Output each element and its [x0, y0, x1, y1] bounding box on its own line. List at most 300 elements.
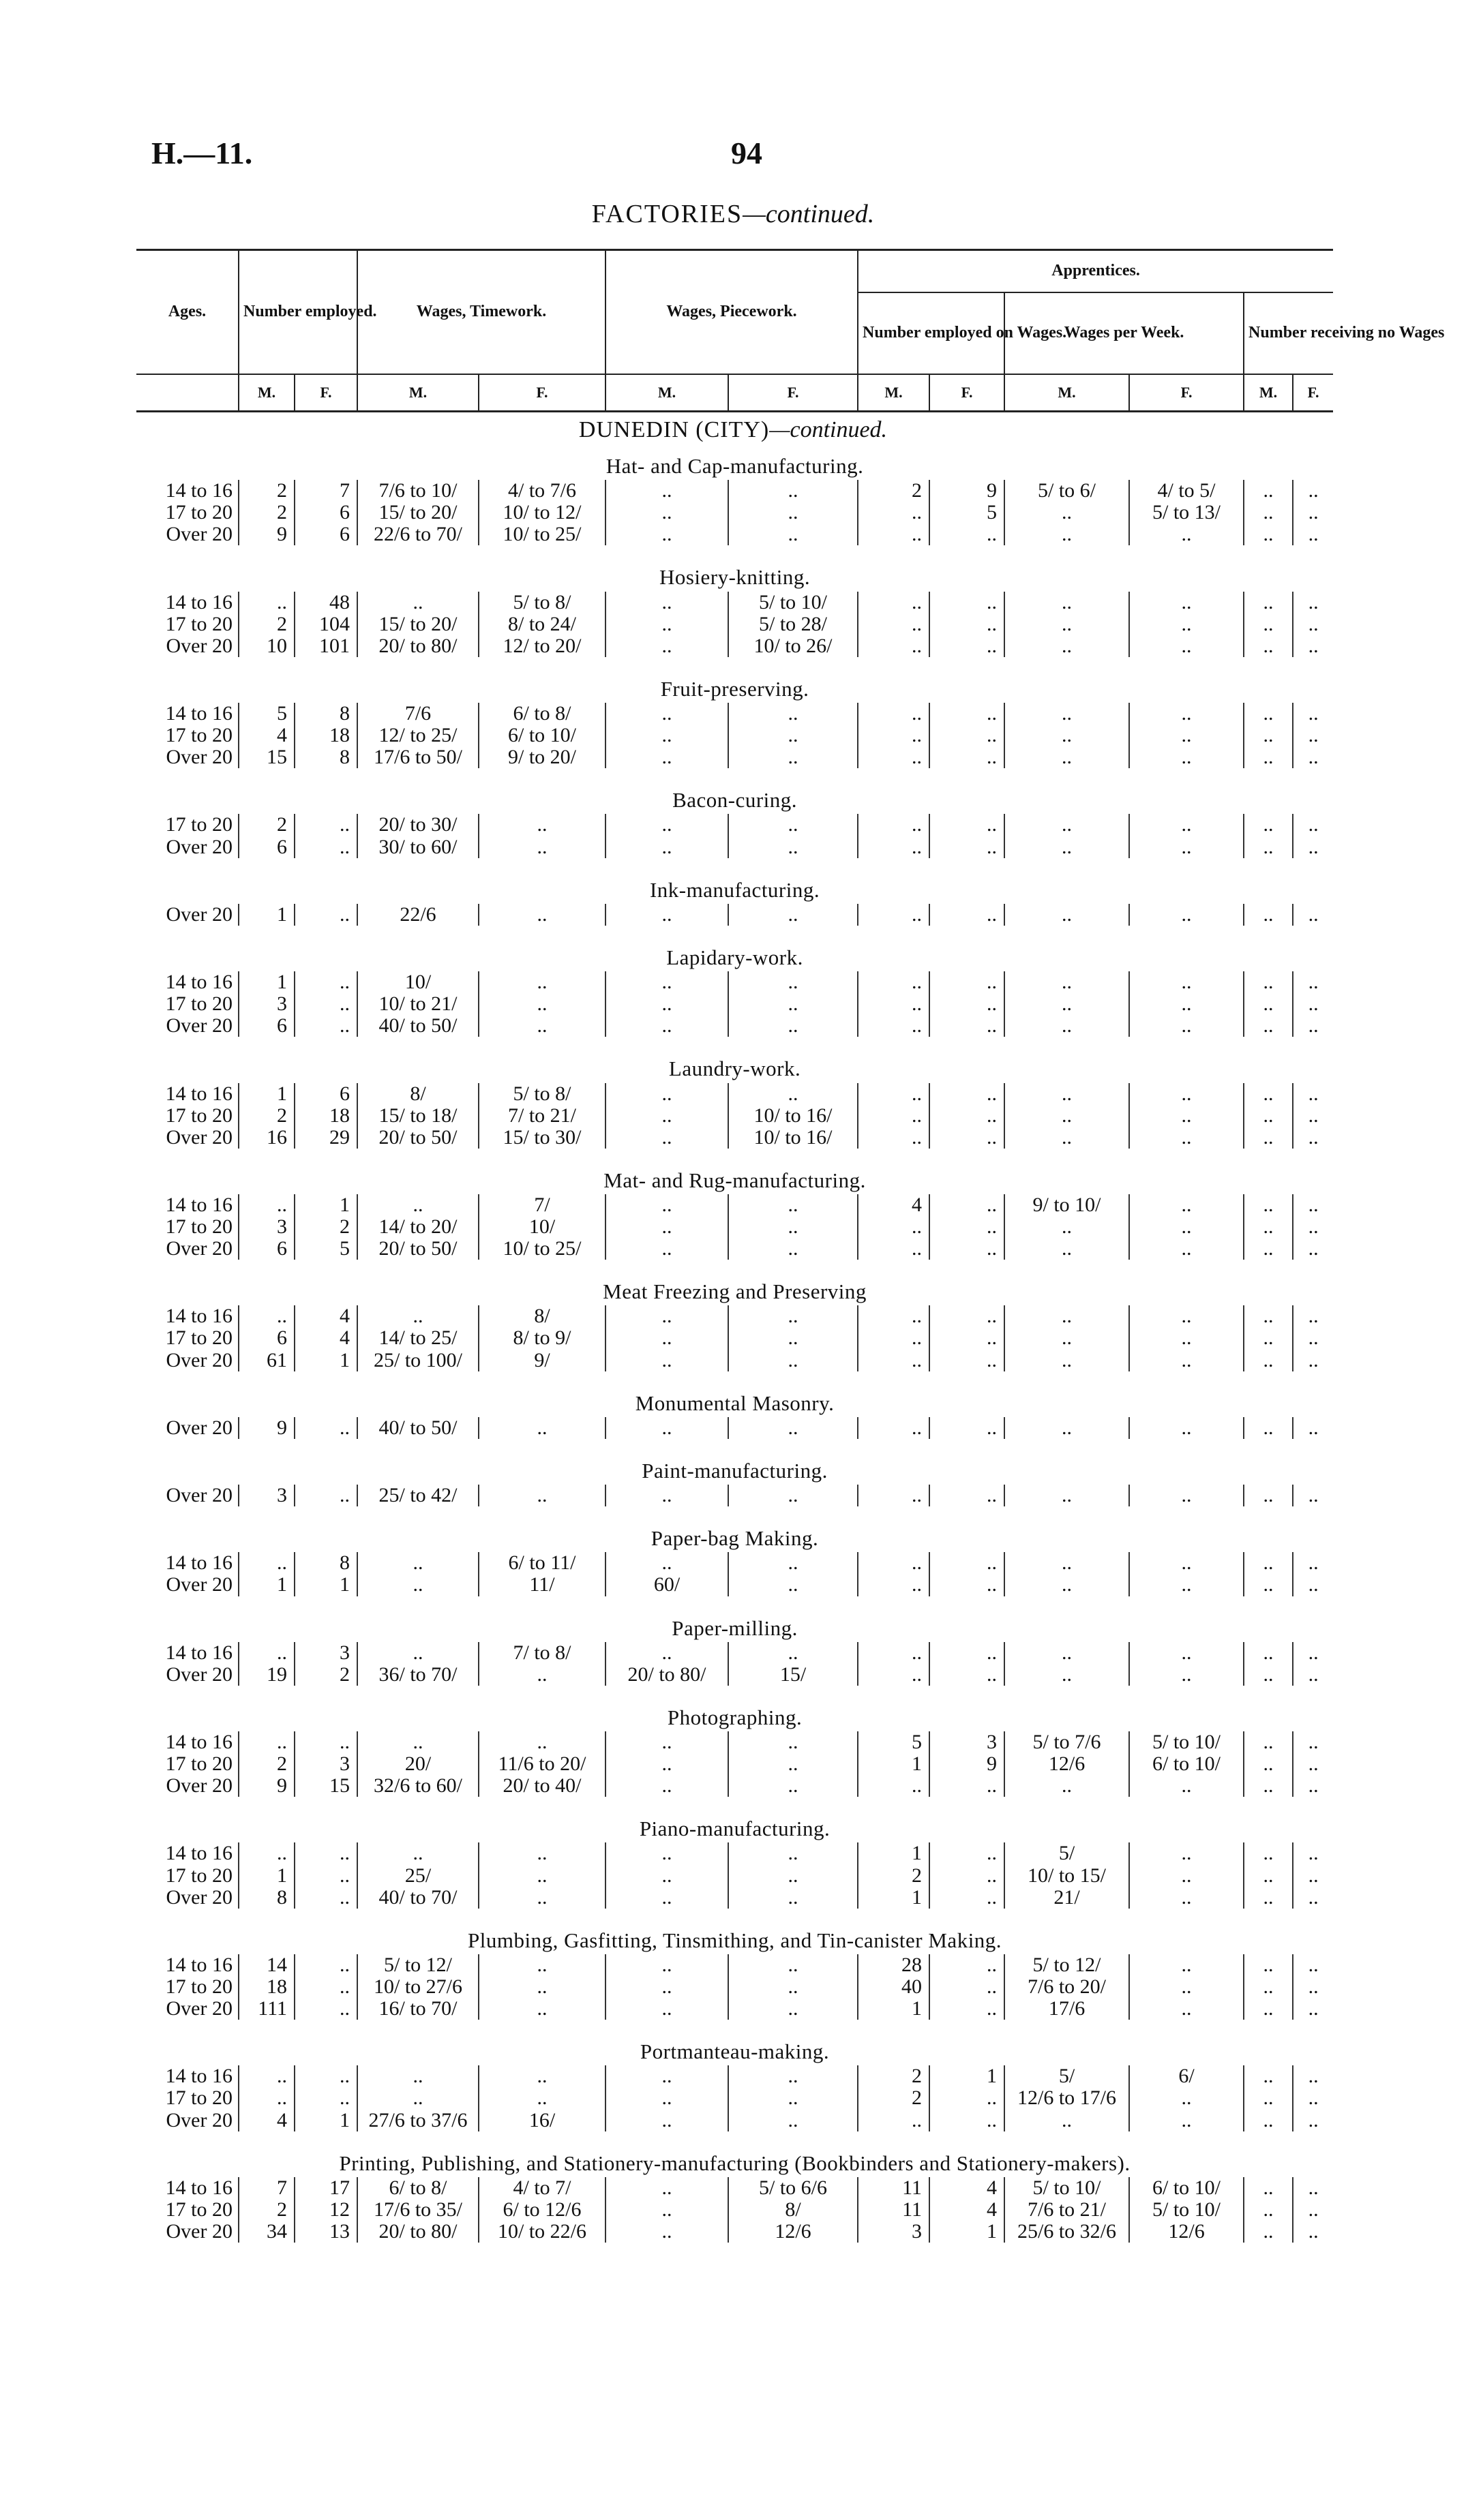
table-cell: 21/ [1004, 1887, 1129, 1909]
table-cell: .. [357, 1642, 479, 1664]
table-cell: 48 [295, 592, 357, 613]
table-row [136, 1015, 1333, 1037]
table-cell: 14 [239, 1954, 295, 1976]
table-cell: 17 [295, 2177, 357, 2199]
table-cell: 7/ to 21/ [479, 1105, 605, 1127]
table-cell: .. [605, 2087, 728, 2109]
age-cell: 17 to 20 [165, 992, 233, 1016]
factories-wages-table [136, 249, 1445, 2243]
table-cell: 25/ to 42/ [357, 1485, 479, 1506]
table-cell: 4 [295, 1305, 357, 1327]
table-cell: .. [929, 1887, 1004, 1909]
section-title: Mat- and Rug-manufacturing. [603, 1168, 866, 1192]
section-heading-row [136, 768, 1333, 814]
table-cell: 10/ to 25/ [479, 523, 605, 545]
table-cell: .. [1244, 1887, 1293, 1909]
table-cell: .. [728, 1753, 858, 1775]
table-cell: .. [728, 2110, 858, 2131]
table-cell: 7 [239, 2177, 295, 2199]
place-name: DUNEDIN (CITY) [578, 417, 770, 442]
table-cell: .. [929, 523, 1004, 545]
table-cell: .. [1129, 2110, 1244, 2131]
table-cell: .. [605, 1194, 728, 1216]
section-title: Monumental Masonry. [635, 1391, 835, 1415]
age-cell: 17 to 20 [165, 612, 233, 635]
table-cell: 11/ [479, 1574, 605, 1596]
table-cell: .. [1244, 1664, 1293, 1686]
page-title [0, 199, 1466, 229]
table-cell: .. [1293, 836, 1333, 858]
table-cell: .. [1244, 1842, 1293, 1864]
table-cell: 22/6 [357, 904, 479, 926]
table-cell: 5/ to 8/ [479, 1083, 605, 1105]
table-cell: 1 [239, 1574, 295, 1596]
table-cell: .. [1129, 993, 1244, 1015]
table-cell: 10/ [479, 1216, 605, 1238]
table-cell: .. [1129, 635, 1244, 657]
table-cell: .. [605, 814, 728, 836]
age-cell: Over 20 [166, 1014, 233, 1037]
table-cell: 10 [239, 635, 295, 657]
table-cell: 11 [858, 2199, 929, 2221]
table-cell: .. [1004, 1305, 1129, 1327]
table-cell: .. [1129, 1842, 1244, 1864]
table-cell: 8/ [728, 2199, 858, 2221]
table-cell: 7/ to 8/ [479, 1642, 605, 1664]
place-title [0, 417, 1466, 443]
table-cell: 29 [295, 1127, 357, 1149]
table-cell: .. [929, 993, 1004, 1015]
table-cell: .. [929, 904, 1004, 926]
table-cell: 1 [239, 1865, 295, 1887]
section-heading-row [136, 1797, 1333, 1842]
table-cell: .. [1004, 814, 1129, 836]
col-m: M. [858, 374, 929, 412]
table-cell: 15 [239, 746, 295, 768]
table-row [136, 523, 1333, 545]
table-cell: .. [1293, 1574, 1333, 1596]
table-cell: .. [858, 814, 929, 836]
age-cell: 14 to 16 [165, 1193, 233, 1216]
table-cell: .. [858, 1105, 929, 1127]
table-cell: .. [728, 1842, 858, 1864]
table-cell: .. [929, 1485, 1004, 1506]
table-cell: 10/ to 21/ [357, 993, 479, 1015]
table-cell: 8 [239, 1887, 295, 1909]
table-cell: .. [728, 1865, 858, 1887]
table-cell: .. [1293, 971, 1333, 993]
table-cell: 104 [295, 613, 357, 635]
table-cell: .. [929, 1552, 1004, 1574]
table-cell: .. [1129, 592, 1244, 613]
table-cell: .. [1004, 993, 1129, 1015]
col-ages: Ages. [136, 250, 239, 375]
table-cell: .. [295, 1976, 357, 1998]
table-cell: .. [1129, 1976, 1244, 1998]
table-cell: 6/ to 11/ [479, 1552, 605, 1574]
table-cell: .. [295, 1998, 357, 2020]
table-cell: .. [1244, 1238, 1293, 1260]
table-cell: .. [1293, 2199, 1333, 2221]
table-row [136, 1574, 1333, 1596]
table-cell: .. [479, 971, 605, 993]
table-cell: .. [1004, 1015, 1129, 1037]
age-cell: 14 to 16 [165, 2176, 233, 2199]
table-cell: .. [1129, 971, 1244, 993]
table-cell: 4/ to 5/ [1129, 480, 1244, 502]
table-cell: .. [929, 2087, 1004, 2109]
table-row [136, 592, 1333, 613]
table-cell: .. [1129, 1327, 1244, 1349]
table-cell: .. [1129, 2087, 1244, 2109]
table-cell: 5/ to 10/ [1129, 2199, 1244, 2221]
table-cell: .. [1244, 613, 1293, 635]
table-cell: .. [728, 1775, 858, 1797]
table-row [136, 1127, 1333, 1149]
table-row [136, 1775, 1333, 1797]
table-cell: 7 [295, 480, 357, 502]
table-cell: 6 [239, 1327, 295, 1349]
table-cell: 14/ to 20/ [357, 1216, 479, 1238]
col-m: M. [605, 374, 728, 412]
table-cell: .. [1244, 2199, 1293, 2221]
table-cell: 4 [239, 725, 295, 746]
table-cell: 10/ to 22/6 [479, 2221, 605, 2243]
table-row [136, 635, 1333, 657]
table-cell: .. [858, 1305, 929, 1327]
table-cell: .. [1244, 523, 1293, 545]
col-apprentices-number: Number employed on Wages. [858, 292, 1004, 374]
table-cell: .. [1293, 2177, 1333, 2199]
table-cell: 12/6 [728, 2221, 858, 2243]
table-cell: .. [858, 971, 929, 993]
section-title: Photographing. [667, 1705, 803, 1729]
table-cell: 20/ to 50/ [357, 1238, 479, 1260]
table-cell: .. [1244, 1775, 1293, 1797]
table-cell: .. [728, 746, 858, 768]
table-cell: .. [239, 2087, 295, 2109]
table-cell: 12/ to 20/ [479, 635, 605, 657]
table-row [136, 1842, 1333, 1864]
age-cell: 17 to 20 [165, 1975, 233, 1998]
table-cell: 4 [239, 2110, 295, 2131]
table-cell: .. [1293, 1485, 1333, 1506]
table-cell: 1 [929, 2221, 1004, 2243]
table-cell: .. [357, 2087, 479, 2109]
table-cell: 40 [858, 1976, 929, 1998]
table-cell: 17/6 to 35/ [357, 2199, 479, 2221]
age-cell: Over 20 [166, 2219, 233, 2243]
table-row [136, 2087, 1333, 2109]
table-cell: .. [728, 502, 858, 523]
table-cell: 5/ to 6/ [1004, 480, 1129, 502]
table-cell: .. [1293, 2087, 1333, 2109]
table-cell: .. [858, 613, 929, 635]
table-cell: 1 [295, 1350, 357, 1371]
table-cell: 1 [239, 971, 295, 993]
section-heading-row [136, 1506, 1333, 1552]
section-title: Ink-manufacturing. [649, 877, 820, 902]
table-cell: .. [1293, 1083, 1333, 1105]
table-cell: .. [1244, 1216, 1293, 1238]
table-cell: .. [858, 1127, 929, 1149]
table-cell: 3 [858, 2221, 929, 2243]
age-cell: 17 to 20 [165, 813, 233, 836]
table-cell: .. [858, 1642, 929, 1664]
table-cell: .. [1244, 1976, 1293, 1998]
section-heading-row [136, 545, 1333, 591]
table-row [136, 1998, 1333, 2020]
table-cell: .. [1004, 1350, 1129, 1371]
table-cell: .. [357, 592, 479, 613]
table-cell: 61 [239, 1350, 295, 1371]
table-cell: .. [1244, 814, 1293, 836]
table-cell: .. [295, 814, 357, 836]
table-cell: .. [605, 1083, 728, 1105]
table-cell: .. [1293, 1552, 1333, 1574]
age-cell: Over 20 [166, 1774, 233, 1797]
table-row [136, 2177, 1333, 2199]
table-row [136, 1105, 1333, 1127]
section-heading-row [136, 1909, 1333, 1954]
table-cell: .. [605, 1976, 728, 1998]
table-cell: .. [479, 1417, 605, 1439]
section-title: Paper-bag Making. [650, 1526, 819, 1551]
age-cell: Over 20 [166, 1885, 233, 1909]
table-cell: .. [239, 2065, 295, 2087]
table-cell: 9/ to 10/ [1004, 1194, 1129, 1216]
table-cell: .. [728, 814, 858, 836]
table-cell: .. [728, 904, 858, 926]
table-cell: 7/6 [357, 703, 479, 725]
section-title: Meat Freezing and Preserving [603, 1279, 867, 1304]
table-cell: .. [239, 1731, 295, 1753]
table-cell: .. [605, 1305, 728, 1327]
table-row [136, 1194, 1333, 1216]
table-cell: .. [1129, 746, 1244, 768]
table-cell: .. [605, 746, 728, 768]
table-cell: 20/ [357, 1753, 479, 1775]
table-cell: 4/ to 7/6 [479, 480, 605, 502]
table-cell: .. [929, 1305, 1004, 1327]
table-cell: .. [1244, 2177, 1293, 2199]
section-title: Piano-manufacturing. [639, 1817, 831, 1841]
table-cell: 25/ [357, 1865, 479, 1887]
table-row [136, 836, 1333, 858]
table-cell: 19 [239, 1664, 295, 1686]
age-cell: 17 to 20 [165, 1104, 233, 1127]
table-cell: .. [929, 1015, 1004, 1037]
table-cell: 18 [239, 1976, 295, 1998]
table-cell: .. [929, 635, 1004, 657]
table-cell: .. [295, 1015, 357, 1037]
table-cell: 6 [239, 836, 295, 858]
table-cell: .. [858, 1216, 929, 1238]
table-cell: .. [929, 703, 1004, 725]
table-cell: .. [1004, 592, 1129, 613]
table-cell: .. [605, 1775, 728, 1797]
table-cell: .. [1129, 1954, 1244, 1976]
table-cell: 8/ to 9/ [479, 1327, 605, 1349]
table-cell: 6 [295, 1083, 357, 1105]
col-m: M. [1244, 374, 1293, 412]
table-cell: .. [929, 1417, 1004, 1439]
table-cell: .. [605, 1887, 728, 1909]
table-cell: .. [929, 1865, 1004, 1887]
table-cell: .. [1244, 2065, 1293, 2087]
table-cell: 5/ to 28/ [728, 613, 858, 635]
table-cell: .. [1293, 1015, 1333, 1037]
table-cell: .. [1244, 725, 1293, 746]
table-cell: .. [605, 1642, 728, 1664]
table-cell: 20/ to 40/ [479, 1775, 605, 1797]
table-cell: .. [1293, 703, 1333, 725]
table-cell: .. [605, 1731, 728, 1753]
table-cell: .. [1244, 2110, 1293, 2131]
table-cell: 6/ to 10/ [1129, 2177, 1244, 2199]
table-cell: .. [605, 2110, 728, 2131]
age-cell: 14 to 16 [165, 479, 233, 502]
table-row [136, 1731, 1333, 1753]
section-title: Paper-milling. [672, 1615, 798, 1640]
table-cell: 8 [295, 703, 357, 725]
table-cell: .. [1244, 2221, 1293, 2243]
table-cell: 5 [295, 1238, 357, 1260]
table-cell: .. [728, 725, 858, 746]
table-cell: .. [728, 1574, 858, 1596]
table-cell: 2 [295, 1664, 357, 1686]
table-cell: 25/6 to 32/6 [1004, 2221, 1129, 2243]
table-cell: .. [929, 592, 1004, 613]
table-cell: 1 [858, 1887, 929, 1909]
table-cell: .. [1004, 1552, 1129, 1574]
table-cell: 15/ to 20/ [357, 502, 479, 523]
table-cell: 10/ to 12/ [479, 502, 605, 523]
table-cell: 2 [295, 1216, 357, 1238]
table-cell: .. [728, 1194, 858, 1216]
section-title: Hat- and Cap-manufacturing. [605, 454, 864, 478]
table-cell: 3 [239, 1216, 295, 1238]
table-cell: .. [295, 2065, 357, 2087]
table-cell: .. [1244, 993, 1293, 1015]
section-heading-row [136, 1596, 1333, 1642]
table-cell: 18 [295, 725, 357, 746]
table-row [136, 1865, 1333, 1887]
table-row [136, 1976, 1333, 1998]
table-cell: 2 [239, 613, 295, 635]
age-cell: 14 to 16 [165, 1305, 233, 1328]
table-cell: .. [1293, 502, 1333, 523]
table-cell: .. [1293, 1842, 1333, 1864]
table-cell: .. [605, 703, 728, 725]
table-cell: .. [605, 1485, 728, 1506]
table-cell: .. [728, 1887, 858, 1909]
table-cell: .. [929, 1842, 1004, 1864]
table-cell: .. [295, 1417, 357, 1439]
section-heading-row [136, 1260, 1333, 1305]
section-title: Printing, Publishing, and Stationery-manufacturing (Bookbinders and Stationery-makers). [339, 2151, 1131, 2175]
table-cell: 25/ to 100/ [357, 1350, 479, 1371]
table-row [136, 1642, 1333, 1664]
section-title: Portmanteau-making. [640, 2039, 830, 2064]
table-cell: .. [1244, 1015, 1293, 1037]
table-cell: .. [1293, 993, 1333, 1015]
table-cell: 12/6 [1004, 1753, 1129, 1775]
section-heading-row [136, 926, 1333, 971]
table-cell: .. [295, 1731, 357, 1753]
table-cell: 9 [239, 1417, 295, 1439]
section-title: Lapidary-work. [666, 945, 803, 969]
table-cell: .. [357, 1574, 479, 1596]
age-cell: Over 20 [166, 2108, 233, 2131]
table-row [136, 1327, 1333, 1349]
table-cell: 101 [295, 635, 357, 657]
age-cell: 17 to 20 [165, 1215, 233, 1239]
table-cell: .. [605, 1350, 728, 1371]
table-cell: .. [1129, 1127, 1244, 1149]
table-cell: .. [858, 502, 929, 523]
table-cell: .. [1129, 613, 1244, 635]
table-cell: .. [479, 2065, 605, 2087]
table-cell: 1 [295, 1194, 357, 1216]
table-cell: .. [1129, 1194, 1244, 1216]
table-cell: 4 [929, 2199, 1004, 2221]
table-cell: 2 [239, 814, 295, 836]
table-cell: 32/6 to 60/ [357, 1775, 479, 1797]
table-cell: .. [479, 1954, 605, 1976]
table-cell: .. [605, 2177, 728, 2199]
table-row [136, 1417, 1333, 1439]
age-cell: 17 to 20 [165, 2086, 233, 2110]
table-cell: .. [295, 1842, 357, 1864]
table-cell: .. [1244, 592, 1293, 613]
table-cell: .. [295, 1954, 357, 1976]
table-cell: .. [728, 1015, 858, 1037]
table-cell: .. [1004, 1105, 1129, 1127]
section-title: Hosiery-knitting. [659, 565, 811, 590]
table-cell: .. [1293, 1216, 1333, 1238]
table-cell: .. [605, 904, 728, 926]
col-f: F. [1293, 374, 1333, 412]
age-cell: Over 20 [166, 746, 233, 769]
table-cell: .. [1293, 1238, 1333, 1260]
table-cell: .. [858, 635, 929, 657]
table-cell: 20/ to 80/ [605, 1664, 728, 1686]
table-cell: 2 [239, 1753, 295, 1775]
table-row [136, 2221, 1333, 2243]
age-cell: Over 20 [166, 835, 233, 858]
page-number: 94 [731, 136, 762, 170]
table-cell: .. [479, 1976, 605, 1998]
table-cell: .. [1293, 1887, 1333, 1909]
section-heading-row [136, 1686, 1333, 1731]
table-cell: .. [728, 1327, 858, 1349]
table-cell: .. [1004, 1127, 1129, 1149]
table-cell: .. [1004, 1417, 1129, 1439]
table-cell: .. [858, 1327, 929, 1349]
table-cell: 6 [295, 502, 357, 523]
table-cell: .. [1244, 1574, 1293, 1596]
table-cell: 5/ to 12/ [357, 1954, 479, 1976]
table-cell: 5/ to 7/6 [1004, 1731, 1129, 1753]
table-row [136, 2110, 1333, 2131]
table-cell: .. [605, 971, 728, 993]
table-cell: .. [605, 1015, 728, 1037]
table-cell: 6/ to 10/ [479, 725, 605, 746]
table-cell: .. [605, 635, 728, 657]
table-cell: .. [858, 1350, 929, 1371]
table-cell: .. [1293, 814, 1333, 836]
